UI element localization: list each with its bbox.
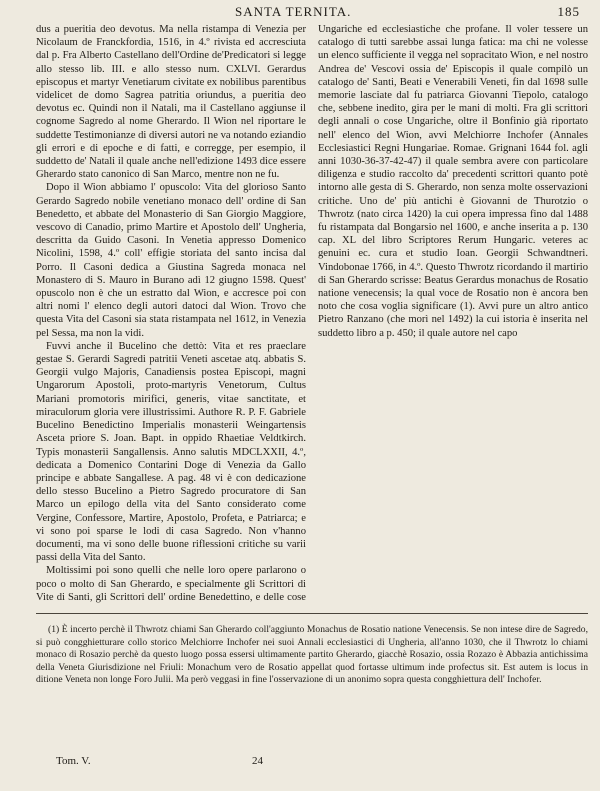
body-text <box>36 23 588 606</box>
running-header <box>40 4 580 20</box>
footnote-text: (1) È incerto perchè il Thwrotz chiami San Gherardo coll'aggiunto Monachus de Rosatio natione Venecensis. Se non intese dire de Sagredo, si può congghietturare collo storico Melchiorre Inchofer nei suoi Annali ecclesiastici di Ungheria, all'anno 1030, che il Thwrotz lo chiami monaco di Rosazio perchè da questo luogo possa essersi ultimamente partito Gherardo, giacchè Rosazio, ossia Rozazo è Abbazia antichissima della Veneta Giurisdizione nel Friuli: Monachum vero de Rosatio appellat quod fortasse ultimum inde profectus sit. Est autem is locus in ditione Veneta non longe Foro Julii. Ma però veggasi in fine l'osservazione di un anonimo sopra questa congghiettura dell' Inchofer. <box>36 624 588 686</box>
page-number: 185 <box>557 4 580 19</box>
footnote <box>36 624 588 687</box>
page-footer <box>56 755 558 771</box>
signature-mark: 24 <box>252 755 263 767</box>
paragraph: Fuvvi anche il Bucelino che dettò: Vita et res praeclare gestae S. Gerardi Sagredi patritii Veneti ascetae atq. abbatis S. Georgii vulgo Majoris, Canadiensis postea Episcopi, magni Ungarorum Apostoli, proto-martyris Venetorum, Cultus Mariani promotoris mirifici, generis, vitae sanctitate, et miraculorum gloria vere illustrissimi. Authore R. P. F. Gabriele Bucelino Benedictino Imperialis monasterii Weingartensis Asceta priore S. Joan. Bapt. in oppido Rhaetiae Veldtkirch. Typis monasterii Sangallensis. Anno salutis MDCLXXII, 4.º, dedicata a Domenico Contarini Doge di Venezia da Gallo principe e abbate Sangallese. A pag. 48 vi è con dedicazione dello stesso Bucelino a Pietro Sagredo procuratore di San Marco un epilogo della vita del Santo considerato come Vergine, Confessore, Martire, Apostolo, Profeta, e Patriarca; e vi sono poi sparse le lodi di casa Sagredo. Non v'hanno documenti, ma vi sono delle buone riflessioni critiche su varii passi della Vita del Santo. <box>36 340 306 564</box>
volume-label: Tom. V. <box>56 755 91 767</box>
paragraph: Dopo il Wion abbiamo l' opuscolo: Vita del glorioso Santo Gerardo Sagredo nobile venetiano monaco dell' ordine di San Benedetto, et abbate del Monasterio di San Giorgio Maggiore, vescovo di Canadio, primo Martire et Apostolo dell' Ungheria, descritta da Guido Casoni. In Venetia appresso Domenico Nicolini, 1598, 4.º coll' effigie storiata del santo incisa dal Porro. Il Casoni dedica a Giustina Sagreda monaca nel Monastero di S. Mauro in Burano adì 12 giugno 1598. Quest' opuscolo non è che un estratto dal Wion, e accresce poi con altri nomi l' elenco degli autori datoci dal Wion. Trovo che questa Vita del Casoni sia stata ristampata nel 1612, in Venezia pel Sessa, ma non la vidi. <box>36 182 306 339</box>
footnote-rule <box>36 613 588 614</box>
running-title: SANTA TERNITA. <box>235 4 352 19</box>
paragraph: Moltissimi poi sono quelli che nelle loro opere parlarono o poco o molto di San Gherardo, e specialmente gli Scrittori di Vite di Santi, gli Scrittori dell' ordine Benedettino, e delle cose Ungariche ed ecclesiastiche che profane. Il voler tessere un catalogo di tutti sarebbe assai lunga fatica: ma chi ne volesse un elenco sufficiente il vegga nel sopracitato Wion, e nel nostro Andrea de' Vescovi ossia de' Episcopis il quale compilò un catalogo de' Santi, Beati e Venerabili Veneti, fin dal 1698 sulle memorie lasciate dal fu patriarca Giovanni Tiepolo, catalogo che, sebbene inedito, gira per le mani di molti. Fra gli scrittori degli annali o cose Ungariche, oltre il Bonfinio già riportato nell' elenco del Wion, avvi Melchiorre Inchofer (Annales Ecclesiastici Regni Hungariae. Romae. Grignani 1644 fol. agli anni 1030-36-37-42-47) il quale sembra avere con particolare diligenza e studio raccolto da' precedenti scrittori quanto potè intorno alle gesta di S. Gherardo, non senza molte osservazioni critiche. Uno de' più antichi è Giovanni de Thurotzio o Thwrotz (nato circa 1420) la cui opera impressa fino dal 1488 fu ristampata dal Bongarsio nel 1600, e anche inserita a p. 130 cap. XL del libro Scriptores Rerum Hungaric. veteres ac genuini ec. cura et studio Ioan. Georgii Schwandtneri. Vindobonae 1766, in 4.º. Questo Thwrotz ricordando il martirio di San Gherardo scrisse: Beatus Gerardus monachus de Rosatio natione venecensis; la qual voce de Rosatio non è ancora ben noto che cosa voglia significare (1). Avvi pure un altro antico Pietro Ranzano (che morì nel 1492) la cui istoria è inserita nel suddetto libro a p. 450; il quale autore nel capo <box>36 24 588 603</box>
paragraph: dus a pueritia deo devotus. Ma nella ristampa di Venezia per Nicolaum de Franckfordia, 1516, in 4.º rivista ed accresciuta dal p. Fra Alberto Castellano dell'Ordine de'Predicatori si legge allo stesso lib. III. e allo stesso num. CXLVI. Gerardus episcopus et martyr Venetiarum civitate ex nobilibus parentibus videlicet de domo Sagrea patritia oriundus, a pueritia deo devotus ec. Quindi non il Natali, ma il Castellano aggiunse il cognome Sagredo al nome Gherardo. Il Wion nel riportare le suddette Testimonianze di diversi autori ne va notando eziandio gli errori e di epoche e di fatti, e corregge, per esempio, il suddetto de' Natali il quale anche nell'edizione 1493 dice essere Gherardo stato canonico di San Marco, mentre non ne fu. <box>36 24 306 181</box>
